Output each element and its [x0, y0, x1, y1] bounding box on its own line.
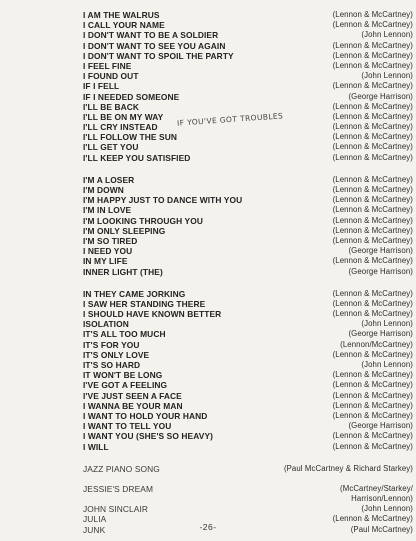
song-row — [83, 401, 413, 411]
song-title: IT'S ONLY LOVE — [83, 349, 150, 360]
songwriter-credit: (George Harrison) — [348, 329, 413, 339]
songwriter-credit: (Lennon & McCartney) — [332, 81, 413, 91]
song-row — [83, 236, 413, 246]
songwriter-credit: (Lennon & McCartney) — [332, 370, 413, 380]
song-title: I'LL BE BACK — [83, 101, 140, 112]
songwriter-credit: (Paul McCartney) — [350, 524, 413, 534]
song-row — [83, 380, 413, 390]
songwriter-credit: (Lennon & McCartney) — [332, 50, 413, 60]
songwriter-credit: (Lennon & McCartney) — [332, 298, 413, 308]
songwriter-credit: (Lennon & McCartney) — [332, 185, 413, 194]
song-title: I WANNA BE YOUR MAN — [83, 400, 183, 411]
song-row — [83, 20, 413, 30]
songwriter-credit: (Lennon & McCartney) — [332, 10, 413, 19]
song-title: I'LL KEEP YOU SATISFIED — [83, 152, 191, 163]
songwriter-credit: (John Lennon) — [361, 360, 413, 369]
song-row — [83, 81, 413, 91]
songwriter-credit: (Paul McCartney & Richard Starkey) — [283, 463, 413, 473]
songwriter-credit: (Lennon & McCartney) — [332, 256, 413, 266]
song-title: JUNK — [83, 524, 106, 535]
song-row — [83, 205, 413, 215]
song-row — [83, 122, 413, 132]
song-row — [83, 195, 413, 205]
song-title: I'M LOOKING THROUGH YOU — [83, 215, 203, 226]
song-row — [83, 153, 413, 163]
songwriter-credit: (Lennon & McCartney) — [332, 215, 413, 225]
songwriter-credit: (Lennon & McCartney) — [332, 288, 413, 298]
songwriter-credit: (Lennon & McCartney) — [332, 40, 413, 50]
song-title: JULIA — [83, 514, 107, 525]
songwriter-credit: (Lennon & McCartney) — [332, 111, 413, 121]
songwriter-credit: (John Lennon) — [361, 504, 413, 514]
song-row — [83, 102, 413, 112]
song-title: I FOUND OUT — [83, 71, 139, 82]
songwriter-credit: (Lennon & McCartney) — [332, 152, 413, 162]
song-title: JAZZ PIANO SONG — [83, 463, 160, 474]
songwriter-credit: (Lennon & McCartney) — [332, 132, 413, 142]
song-title: JESSIE'S DREAM — [83, 483, 154, 494]
song-row — [83, 246, 413, 256]
songwriter-credit: (Lennon & McCartney) — [332, 235, 413, 245]
song-row — [83, 61, 413, 71]
song-row — [83, 329, 413, 339]
song-title: ISOLATION — [83, 319, 129, 330]
song-title: I AM THE WALRUS — [83, 10, 160, 20]
section-gap — [83, 163, 413, 175]
section-gap — [83, 474, 413, 484]
song-title: I SHOULD HAVE KNOWN BETTER — [83, 309, 222, 320]
song-title: IN THEY CAME JORKING — [83, 288, 186, 299]
song-title: IN MY LIFE — [83, 256, 128, 267]
song-title: I WILL — [83, 441, 109, 452]
song-row — [83, 256, 413, 266]
songwriter-credit: (Lennon & McCartney) — [332, 20, 413, 30]
songwriter-credit: (Lennon & McCartney) — [332, 514, 413, 524]
songwriter-credit: (George Harrison) — [348, 246, 413, 256]
song-row — [83, 442, 413, 452]
song-row — [83, 370, 413, 380]
song-title: I'LL GET YOU — [83, 142, 139, 153]
songwriter-credit: (John Lennon) — [361, 319, 413, 329]
section-gap — [83, 277, 413, 289]
songwriter-credit: (John Lennon) — [361, 30, 413, 40]
song-title: I SAW HER STANDING THERE — [83, 298, 206, 309]
songwriter-credit: (Lennon & McCartney) — [332, 60, 413, 70]
song-title: I'LL BE ON MY WAY — [83, 111, 164, 122]
song-row — [83, 175, 413, 185]
section-gap — [83, 0, 413, 10]
song-title: I'VE JUST SEEN A FACE — [83, 390, 182, 401]
song-row — [83, 132, 413, 142]
songwriter-credit: (Lennon & McCartney) — [332, 410, 413, 420]
song-title: IT WON'T BE LONG — [83, 370, 163, 381]
song-row — [83, 319, 413, 329]
songwriter-credit: (Lennon & McCartney) — [332, 142, 413, 152]
song-title: I'M IN LOVE — [83, 205, 132, 216]
song-title: I'VE GOT A FEELING — [83, 380, 168, 391]
songwriter-credit: (Lennon/McCartney) — [340, 339, 413, 349]
song-title: I'M A LOSER — [83, 174, 135, 185]
song-row — [83, 360, 413, 370]
songwriter-credit: (Lennon & McCartney) — [332, 380, 413, 390]
song-row — [83, 484, 413, 494]
song-row — [83, 41, 413, 51]
song-title: I WANT TO HOLD YOUR HAND — [83, 410, 208, 421]
song-row — [83, 51, 413, 61]
song-title: IF I NEEDED SOMEONE — [83, 91, 180, 102]
song-row — [83, 226, 413, 236]
song-title: I CALL YOUR NAME — [83, 20, 165, 31]
song-row — [83, 10, 413, 20]
song-title: I DON'T WANT TO SPOIL THE PARTY — [83, 50, 234, 61]
song-title: I NEED YOU — [83, 246, 133, 257]
song-row — [83, 391, 413, 401]
songwriter-credit: (Lennon & McCartney) — [332, 390, 413, 400]
song-title: I DON'T WANT TO SEE YOU AGAIN — [83, 40, 226, 51]
songwriter-credit: (McCartney/Starkey/ — [340, 483, 413, 493]
song-row — [83, 71, 413, 81]
songwriter-credit: (George Harrison) — [348, 421, 413, 431]
song-row — [83, 350, 413, 360]
song-title: IT'S SO HARD — [83, 360, 141, 370]
song-row — [83, 494, 413, 504]
song-title: I'M ONLY SLEEPING — [83, 225, 166, 236]
song-row — [83, 464, 413, 474]
song-row — [83, 421, 413, 431]
song-title: INNER LIGHT (THE) — [83, 266, 163, 277]
song-row — [83, 411, 413, 421]
song-row — [83, 431, 413, 441]
page-number: -26- — [199, 522, 217, 532]
song-row — [83, 267, 413, 277]
song-row — [83, 340, 413, 350]
song-title: I'M HAPPY JUST TO DANCE WITH YOU — [83, 195, 243, 206]
song-row — [83, 216, 413, 226]
songwriter-credit: (John Lennon) — [361, 71, 413, 81]
song-row — [83, 309, 413, 319]
songwriter-credit: (Lennon & McCartney) — [332, 225, 413, 235]
songwriter-credit: (Lennon & McCartney) — [332, 309, 413, 319]
song-title: I FEEL FINE — [83, 60, 132, 71]
songwriter-credit: (George Harrison) — [348, 266, 413, 276]
songwriter-credit: (Lennon & McCartney) — [332, 205, 413, 215]
section-gap — [83, 452, 413, 464]
song-row — [83, 185, 413, 195]
songwriter-credit: (Lennon & McCartney) — [332, 349, 413, 359]
song-title: IT'S FOR YOU — [83, 339, 140, 350]
song-row — [83, 289, 413, 299]
songwriter-credit: (Lennon & McCartney) — [332, 122, 413, 132]
song-title: I WANT YOU (SHE'S SO HEAVY) — [83, 431, 214, 442]
song-title: IT'S ALL TOO MUCH — [83, 329, 166, 340]
songwriter-credit: (Lennon & McCartney) — [332, 195, 413, 205]
song-title: I WANT TO TELL YOU — [83, 421, 172, 432]
songwriter-credit: (Lennon & McCartney) — [332, 441, 413, 451]
song-row — [83, 142, 413, 152]
handwritten-annotation: IF YOU'VE GOT TROUBLES — [176, 111, 284, 128]
song-row — [83, 504, 413, 514]
songwriter-credit: (Lennon & McCartney) — [332, 174, 413, 184]
song-title: I'LL CRY INSTEAD — [83, 122, 158, 133]
songwriter-credit: (Lennon & McCartney) — [332, 101, 413, 111]
song-title: I'M SO TIRED — [83, 235, 138, 246]
songwriter-credit: (George Harrison) — [348, 91, 413, 101]
song-row — [83, 92, 413, 102]
songwriter-credit: (Lennon & McCartney) — [332, 431, 413, 441]
song-list — [83, 0, 413, 535]
song-title: I'M DOWN — [83, 185, 124, 195]
song-title: I'LL FOLLOW THE SUN — [83, 132, 177, 143]
song-title: I DON'T WANT TO BE A SOLDIER — [83, 30, 219, 41]
songwriter-credit: (Lennon & McCartney) — [332, 400, 413, 410]
songwriter-credit: Harrison/Lennon) — [351, 494, 413, 504]
song-title: JOHN SINCLAIR — [83, 504, 149, 515]
song-row — [83, 299, 413, 309]
song-title: IF I FELL — [83, 81, 120, 92]
song-row — [83, 30, 413, 40]
